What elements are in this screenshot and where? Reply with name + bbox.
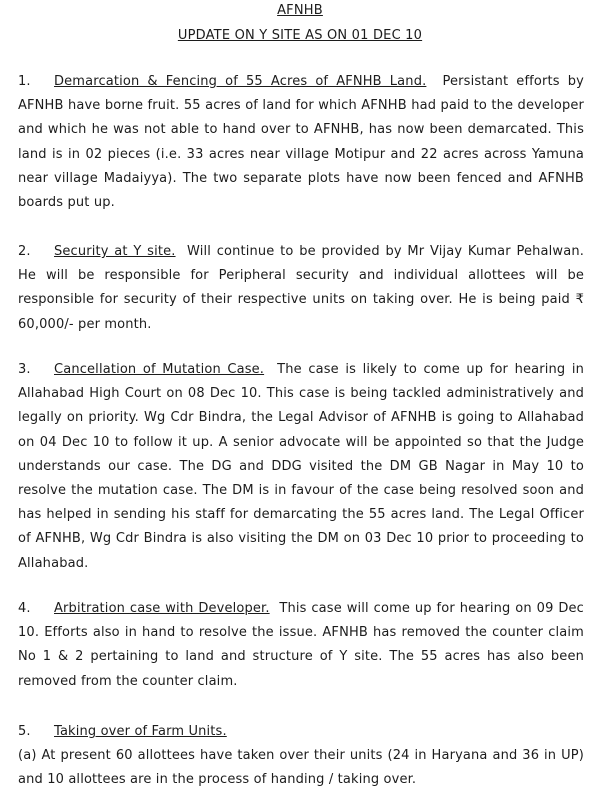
section-farm-units <box>18 720 584 793</box>
section-mutation-case <box>18 358 584 576</box>
section-number: 3. <box>18 362 31 377</box>
section-number: 2. <box>18 244 31 259</box>
section-body: Persistant efforts by AFNHB have borne fruit. 55 acres of land for which AFNHB had paid to the developer and which he was not able to hand over to AFNHB, has now been demarcated. This land is in 02 pieces (i.e. 33 acres near village Motipur and 22 acres across Yamuna near village Madaiyya). The two separate plots have now been fenced and AFNHB boards put up. <box>18 74 584 211</box>
section-number: 4. <box>18 601 31 616</box>
section-number: 1. <box>18 74 31 89</box>
section-heading: Cancellation of Mutation Case. <box>54 362 265 377</box>
section-heading: Arbitration case with Developer. <box>54 601 270 616</box>
section-demarcation <box>18 70 584 215</box>
section-heading: Security at Y site. <box>54 244 176 259</box>
section-security <box>18 240 584 337</box>
section-body: Will continue to be provided by Mr Vijay Kumar Pehalwan. He will be responsible for Peripheral security and individual allottees will be responsible for security of their respective units on taking over. He is being paid ₹ 60,000/- per month. <box>18 244 584 332</box>
section-number: 5. <box>18 724 31 739</box>
document-subtitle: UPDATE ON Y SITE AS ON 01 DEC 10 <box>177 28 423 43</box>
document-org-title: AFNHB <box>277 3 323 18</box>
section-body: The case is likely to come up for hearing in Allahabad High Court on 08 Dec 10. This case is being tackled administratively and legally on priority. Wg Cdr Bindra, the Legal Advisor of AFNHB is going to Allahabad on 04 Dec 10 to follow it up. A senior advocate will be appointed so that the Judge understands our case. The DG and DDG visited the DM GB Nagar in May 10 to resolve the mutation case. The DM is in favour of the case being resolved soon and has helped in sending his staff for demarcating the 55 acres land. The Legal Officer of AFNHB, Wg Cdr Bindra is also visiting the DM on 03 Dec 10 prior to proceeding to Allahabad. <box>18 362 584 571</box>
section-arbitration <box>18 597 584 694</box>
section-heading: Taking over of Farm Units. <box>54 724 227 739</box>
section-body: (a) At present 60 allottees have taken over their units (24 in Haryana and 36 in UP) and 10 allottees are in the process of handing / taking over. <box>18 748 584 788</box>
section-body: This case will come up for hearing on 09 Dec 10. Efforts also in hand to resolve the issue. AFNHB has removed the counter claim No 1 & 2 pertaining to land and structure of Y site. The 55 acres has also been removed from the counter claim. <box>18 601 584 689</box>
section-heading: Demarcation & Fencing of 55 Acres of AFNHB Land. <box>54 74 427 89</box>
